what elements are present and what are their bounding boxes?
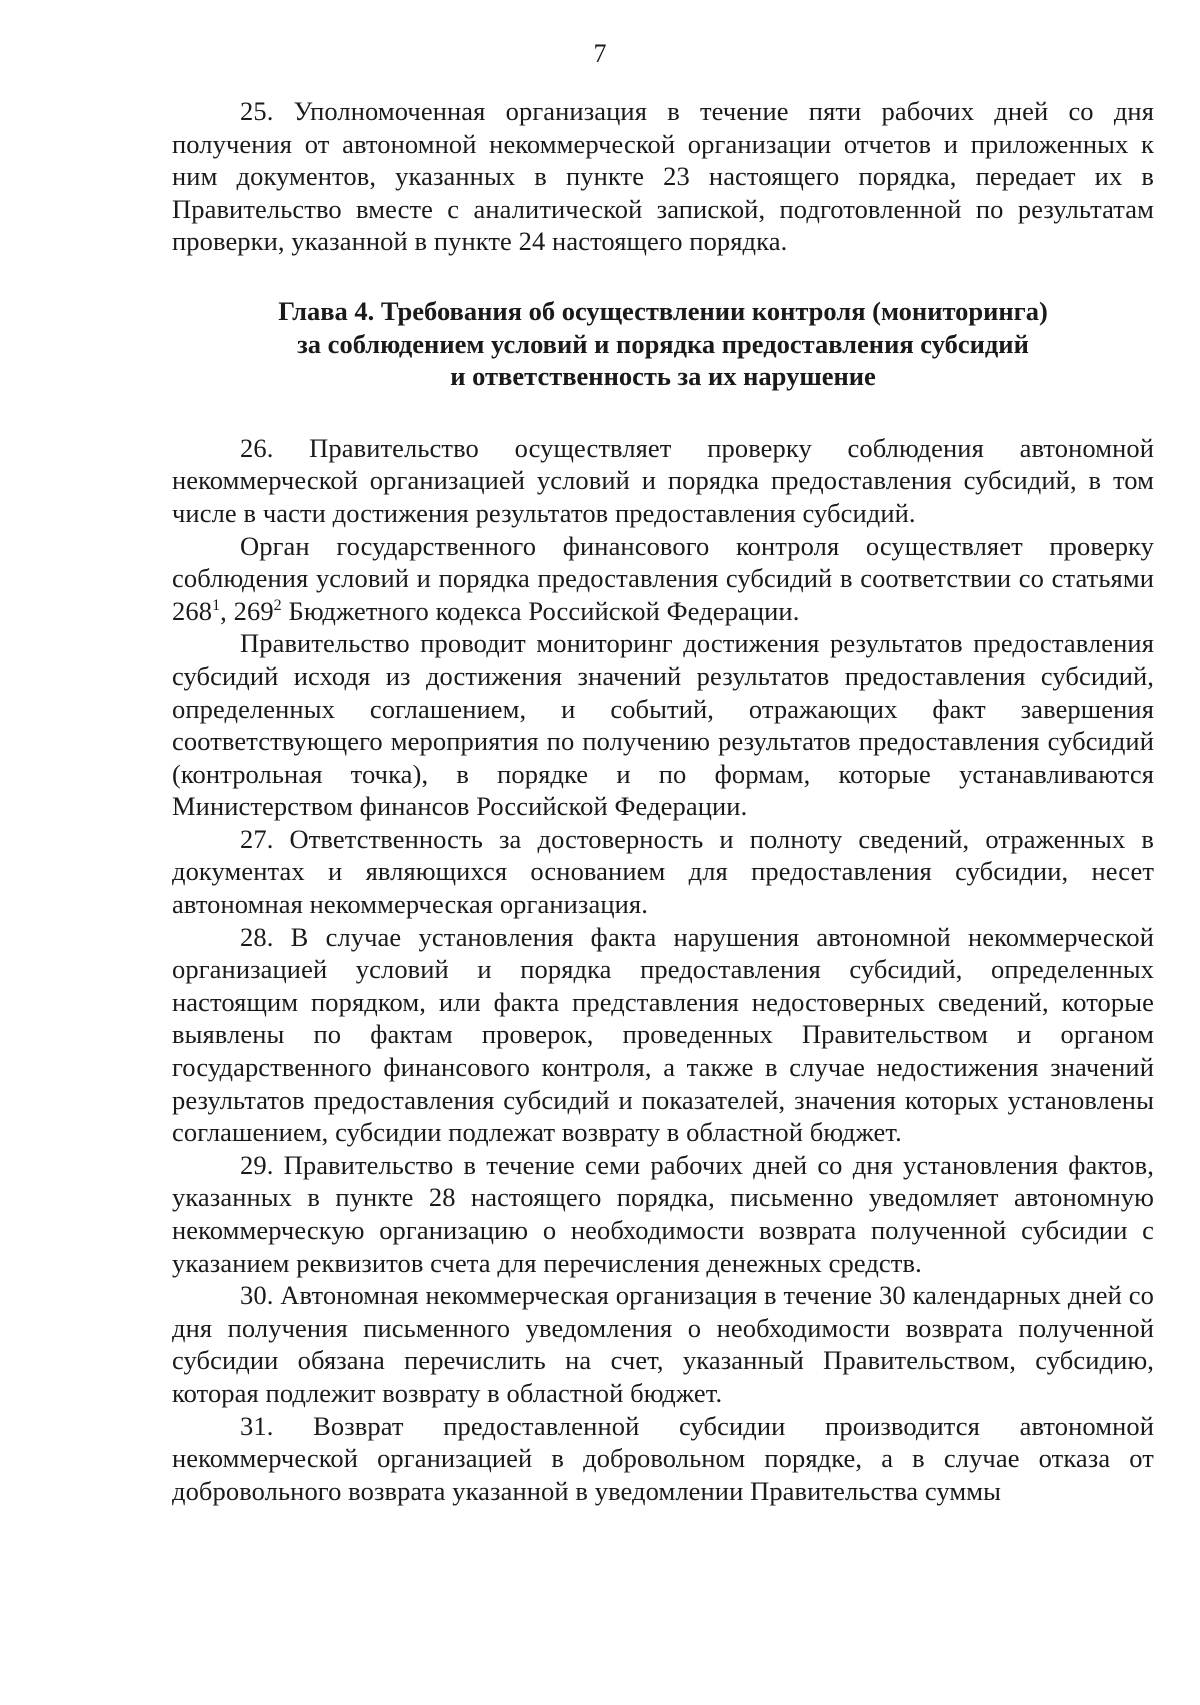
paragraph-30: 30. Автономная некоммерческая организация в течение 30 календарных дней со дня получения письменного уведомления о необходимости возврата полученной субсидии обязана перечислить на счет, указанный Правительством, субсидию, которая подлежит возврату в областной бюджет. (172, 1280, 1154, 1408)
document-body (172, 95, 1154, 1507)
superscript-2: 2 (273, 596, 282, 614)
financial-control-text-start: Орган государственного финансового контроля осуществляет проверку соблюдения условий и порядка предоставления субсидий в соответствии со статьями 268 (172, 530, 1154, 626)
paragraph-26-financial-control (172, 530, 1154, 628)
paragraph-31: 31. Возврат предоставленной субсидии производится автономной некоммерческой организацией в добровольном порядке, а в случае отказа от добровольного возврата указанной в уведомлении Правительства суммы (172, 1410, 1154, 1506)
chapter-heading-line-2: за соблюдением условий и порядка предоставления субсидий (297, 328, 1029, 359)
paragraph-28: 28. В случае установления факта нарушения автономной некоммерческой организацией условий и порядка предоставления субсидий, определенных настоящим порядком, или факта представления недостоверных сведений, которые выявлены по фактам проверок, проведенных Правительством и органом государственного финансового контроля, а также в случае недостижения значений результатов предоставления субсидий и показателей, значения которых установлены соглашением, субсидии подлежат возврату в областной бюджет. (172, 921, 1154, 1148)
chapter-heading-line-3: и ответственность за их нарушение (450, 361, 876, 392)
superscript-1: 1 (212, 596, 221, 614)
paragraph-29: 29. Правительство в течение семи рабочих дней со дня установления фактов, указанных в пункте 28 настоящего порядка, письменно уведомляет автономную некоммерческую организацию о необходимости возврата полученной субсидии с указанием реквизитов счета для перечисления денежных средств. (172, 1149, 1154, 1278)
paragraph-25: 25. Уполномоченная организация в течение пяти рабочих дней со дня получения от автономной некоммерческой организации отчетов и приложенных к ним документов, указанных в пункте 23 настоящего порядка, передает их в Правительство вместе с аналитической запиской, подготовленной по результатам проверки, указанной в пункте 24 настоящего порядка. (172, 96, 1154, 257)
paragraph-27: 27. Ответственность за достоверность и полноту сведений, отраженных в документах и являющихся основанием для предоставления субсидии, несет автономная некоммерческая организация. (172, 823, 1154, 920)
financial-control-text-end: Бюджетного кодекса Российской Федерации. (281, 595, 800, 626)
financial-control-text-middle: , 269 (220, 595, 274, 626)
chapter-heading-line-1: Глава 4. Требования об осуществлении контроля (мониторинга) (278, 295, 1048, 326)
paragraph-26-monitoring: Правительство проводит мониторинг достижения результатов предоставления субсидий исходя из достижения значений результатов предоставления субсидий, определенных соглашением, и событий, отражающих факт завершения соответствующего мероприятия по получению результатов предоставления субсидий (контрольная точка), в порядке и по формам, которые устанавливаются Министерством финансов Российской Федерации. (172, 628, 1154, 822)
paragraph-26: 26. Правительство осуществляет проверку соблюдения автономной некоммерческой организацией условий и порядка предоставления субсидий, в том числе в части достижения результатов предоставления субсидий. (172, 432, 1154, 528)
page-number: 7 (593, 39, 607, 68)
chapter-heading (172, 295, 1154, 393)
